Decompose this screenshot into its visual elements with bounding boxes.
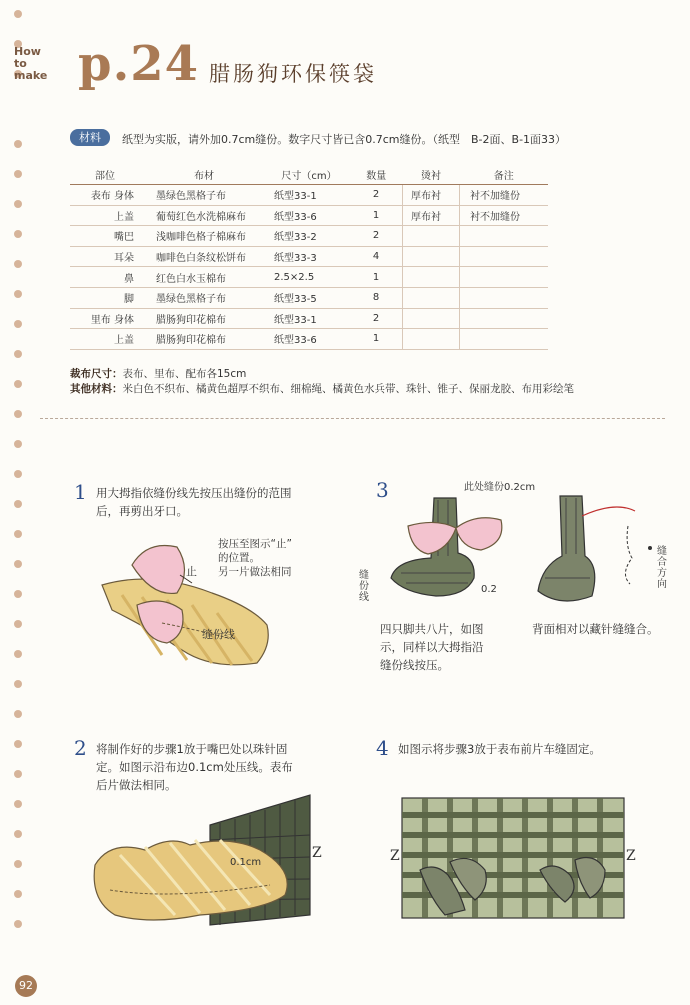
page-number: 92 xyxy=(15,975,37,997)
table-row xyxy=(70,226,548,247)
cell-qty: 1 xyxy=(350,329,403,350)
table-row xyxy=(70,185,548,206)
step-3-number: 3 xyxy=(376,478,389,502)
cell-fabric: 咖啡色白条纹松饼布 xyxy=(140,246,268,267)
table-row xyxy=(70,308,548,329)
step-4-text: 如图示将步骤3放于表布前片车缝固定。 xyxy=(398,742,601,756)
step-3-right-text: 背面相对以藏针缝缝合。 xyxy=(532,622,659,636)
cell-note xyxy=(460,226,549,247)
cell-note xyxy=(460,329,549,350)
cell-size: 纸型33-3 xyxy=(268,246,350,267)
cell-note xyxy=(460,308,549,329)
step-2-number: 2 xyxy=(74,736,87,760)
cell-part: 脚 xyxy=(70,287,140,308)
table-row xyxy=(70,267,548,288)
z-right-label: Z xyxy=(626,848,636,864)
column-header: 烫衬 xyxy=(403,164,460,185)
column-header: 尺寸（cm） xyxy=(268,164,350,185)
cell-size: 纸型33-6 xyxy=(268,329,350,350)
seam-top-label: 此处缝份0.2cm xyxy=(464,482,536,493)
step-1-note: 按压至图示“止” 的位置。 另一片做法相同 xyxy=(218,538,292,578)
cell-interfacing xyxy=(403,267,460,288)
how-to-make-label: How to make xyxy=(14,45,48,82)
page-title: 腊肠狗环保筷袋 xyxy=(209,62,377,86)
table-row xyxy=(70,329,548,350)
step-4-number: 4 xyxy=(376,736,389,760)
cell-fabric: 葡萄红色水洗棉麻布 xyxy=(140,205,268,226)
sewing-direction-label: 缝合方向 xyxy=(657,546,667,590)
materials-intro: 纸型为实版，请外加0.7cm缝份。数字尺寸皆已含0.7cm缝份。（纸型 B-2面、B-1面33） xyxy=(122,133,567,146)
page-reference: p.24 xyxy=(78,36,200,92)
cell-note xyxy=(460,287,549,308)
cell-note xyxy=(460,267,549,288)
cell-interfacing xyxy=(403,246,460,267)
section-divider xyxy=(40,418,665,419)
cell-size: 纸型33-1 xyxy=(268,185,350,206)
step-2-illustration xyxy=(90,795,330,945)
step-1-illustration xyxy=(92,535,292,675)
step-3-seam-side-label: 缝份线 xyxy=(359,570,369,603)
cell-note: 衬不加缝份 xyxy=(460,205,549,226)
column-header: 数量 xyxy=(350,164,403,185)
cell-size: 纸型33-1 xyxy=(268,308,350,329)
seam-02-label: 0.2 xyxy=(481,584,497,595)
cell-qty: 4 xyxy=(350,246,403,267)
cut-size-label: 裁布尺寸： xyxy=(70,368,123,380)
cell-part: 鼻 xyxy=(70,267,140,288)
cell-size: 纸型33-5 xyxy=(268,287,350,308)
cell-part: 上盖 xyxy=(70,205,140,226)
seam-line-label: 缝份线 xyxy=(202,628,235,641)
step-2-text: 将制作好的步骤1放于嘴巴处以珠针固 定。如图示沿布边0.1cm处压线。表布 后片做法相同。 xyxy=(96,742,293,792)
cell-part: 上盖 xyxy=(70,329,140,350)
cell-fabric: 腊肠狗印花棉布 xyxy=(140,329,268,350)
step-1-text: 用大拇指依缝份线先按压出缝份的范围 后，再剪出牙口。 xyxy=(96,486,292,518)
table-row xyxy=(70,205,548,226)
z-left-label: Z xyxy=(390,848,400,864)
table-row xyxy=(70,246,548,267)
cell-size: 2.5×2.5 xyxy=(268,267,350,288)
cell-qty: 2 xyxy=(350,226,403,247)
step-3-sewing-illustration xyxy=(520,486,660,616)
z-label: Z xyxy=(312,845,322,861)
step-1-number: 1 xyxy=(74,480,87,504)
cell-part: 里布 身体 xyxy=(70,308,140,329)
step-4-illustration xyxy=(390,790,640,930)
cell-qty: 1 xyxy=(350,267,403,288)
cell-interfacing xyxy=(403,329,460,350)
cell-interfacing xyxy=(403,226,460,247)
cell-interfacing xyxy=(403,287,460,308)
other-materials-text: 米白色不织布、橘黄色超厚不织布、细棉绳、橘黄色水兵带、珠针、锥子、保丽龙胶、布用彩绘笔 xyxy=(122,383,574,395)
cell-fabric: 浅咖啡色格子棉麻布 xyxy=(140,226,268,247)
cell-qty: 2 xyxy=(350,185,403,206)
cell-part: 表布 身体 xyxy=(70,185,140,206)
step-3-left-text: 四只脚共八片，如图 示，同样以大拇指沿 缝份线按压。 xyxy=(380,622,484,672)
cell-part: 嘴巴 xyxy=(70,226,140,247)
cell-size: 纸型33-6 xyxy=(268,205,350,226)
cell-qty: 2 xyxy=(350,308,403,329)
other-materials-label: 其他材料： xyxy=(70,383,123,395)
spiral-binding xyxy=(14,10,24,950)
cell-qty: 8 xyxy=(350,287,403,308)
cell-note xyxy=(460,246,549,267)
cell-part: 耳朵 xyxy=(70,246,140,267)
cell-interfacing: 厚布衬 xyxy=(403,205,460,226)
table-header-row xyxy=(70,164,548,185)
cell-note: 衬不加缝份 xyxy=(460,185,549,206)
column-header: 备注 xyxy=(460,164,549,185)
materials-table xyxy=(70,164,548,350)
cell-fabric: 腊肠狗印花棉布 xyxy=(140,308,268,329)
column-header: 部位 xyxy=(70,164,140,185)
cell-qty: 1 xyxy=(350,205,403,226)
table-row xyxy=(70,287,548,308)
cell-interfacing xyxy=(403,308,460,329)
cut-size-text: 表布、里布、配布各15cm xyxy=(122,368,247,380)
cell-size: 纸型33-2 xyxy=(268,226,350,247)
column-header: 布材 xyxy=(140,164,268,185)
extra-materials xyxy=(70,367,574,397)
step-3-illustration xyxy=(356,478,536,618)
cell-fabric: 墨绿色黑格子布 xyxy=(140,185,268,206)
stop-label: 止 xyxy=(186,565,197,578)
cell-interfacing: 厚布衬 xyxy=(403,185,460,206)
cell-fabric: 墨绿色黑格子布 xyxy=(140,287,268,308)
materials-badge: 材料 xyxy=(70,129,110,146)
cell-fabric: 红色白水玉棉布 xyxy=(140,267,268,288)
measure-label: 0.1cm xyxy=(230,857,262,868)
